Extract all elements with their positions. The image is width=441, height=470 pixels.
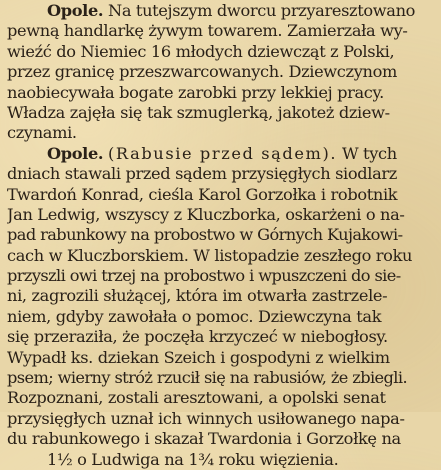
article-text-line: przez granicę przeszwarcowanych. Dziewczynom <box>7 62 397 82</box>
article-text-line: W tych <box>341 143 397 163</box>
article-text-line: 1½ o Ludwiga na 1¾ roku więzienia. <box>47 449 339 469</box>
article-text-line: Na tutejszym dworcu przyaresztowano <box>108 1 416 20</box>
article-text-line: psem; wierny stróż rzucił się na rabusiów, że zbiegli. <box>7 368 407 388</box>
article-text-line: niem, gdyby zawołała o pomoc. Dziewczyna tak <box>7 306 382 326</box>
article-text-line: Władza zajęła się tak szmuglerką, jakoteż dziew- <box>7 102 390 122</box>
article-text-line: Wypadł ks. dziekan Szeich i gospodyni z wielkim <box>7 347 390 367</box>
article-text-line: cach w Kluczborskiem. W listopadzie zeszłego roku <box>7 245 413 265</box>
article-text-line: przyszli owi trzej na probostwo i wpuszczeni do sie- <box>7 266 401 286</box>
article-text-line: du rabunkowego i skazał Twardonia i Gorzołkę na <box>7 429 401 449</box>
article-text-line: czynami. <box>7 123 77 143</box>
article-text-line: dniach stawali przed sądem przysięgłych siodlarz <box>7 164 397 184</box>
article-text-line: Jan Ledwig, wszyscy z Kluczborka, oskarżeni o na- <box>7 204 405 224</box>
article-first-line <box>7 1 435 21</box>
article-text-line: się przeraziła, że poczęła krzyczeć w niebogłosy. <box>7 327 388 347</box>
article-place-heading: Opole. <box>47 1 104 20</box>
article-headline: (Rabusie przed sądem). <box>108 143 338 163</box>
article-place-heading: Opole. <box>47 143 104 163</box>
article-text-line: pewną handlarkę żywym towarem. Zamierzała wy- <box>7 21 408 41</box>
article-text-line: pad rabunkowy na probostwo w Górnych Kujakowi- <box>7 225 403 245</box>
article-text-line: Rozpoznani, zostali aresztowani, a opolski senat <box>7 388 386 408</box>
article-text-line: wieźć do Niemiec 16 młodych dziewcząt z Polski, <box>7 41 395 61</box>
article-text-line: Twardoń Konrad, cieśla Karol Gorzołka i robotnik <box>7 184 398 204</box>
article-text-line: naobiecywała bogate zarobki przy lekkiej pracy. <box>7 82 384 102</box>
article-text-line: przysięgłych uznał ich winnych usiłowanego napa- <box>7 408 405 428</box>
article-opole-trafficking <box>7 1 435 144</box>
article-first-line <box>7 144 435 164</box>
article-text-line: ni, zagrozili służącej, która im otwarła zastrzele- <box>7 286 388 306</box>
article-opole-robbers-trial <box>7 144 435 470</box>
